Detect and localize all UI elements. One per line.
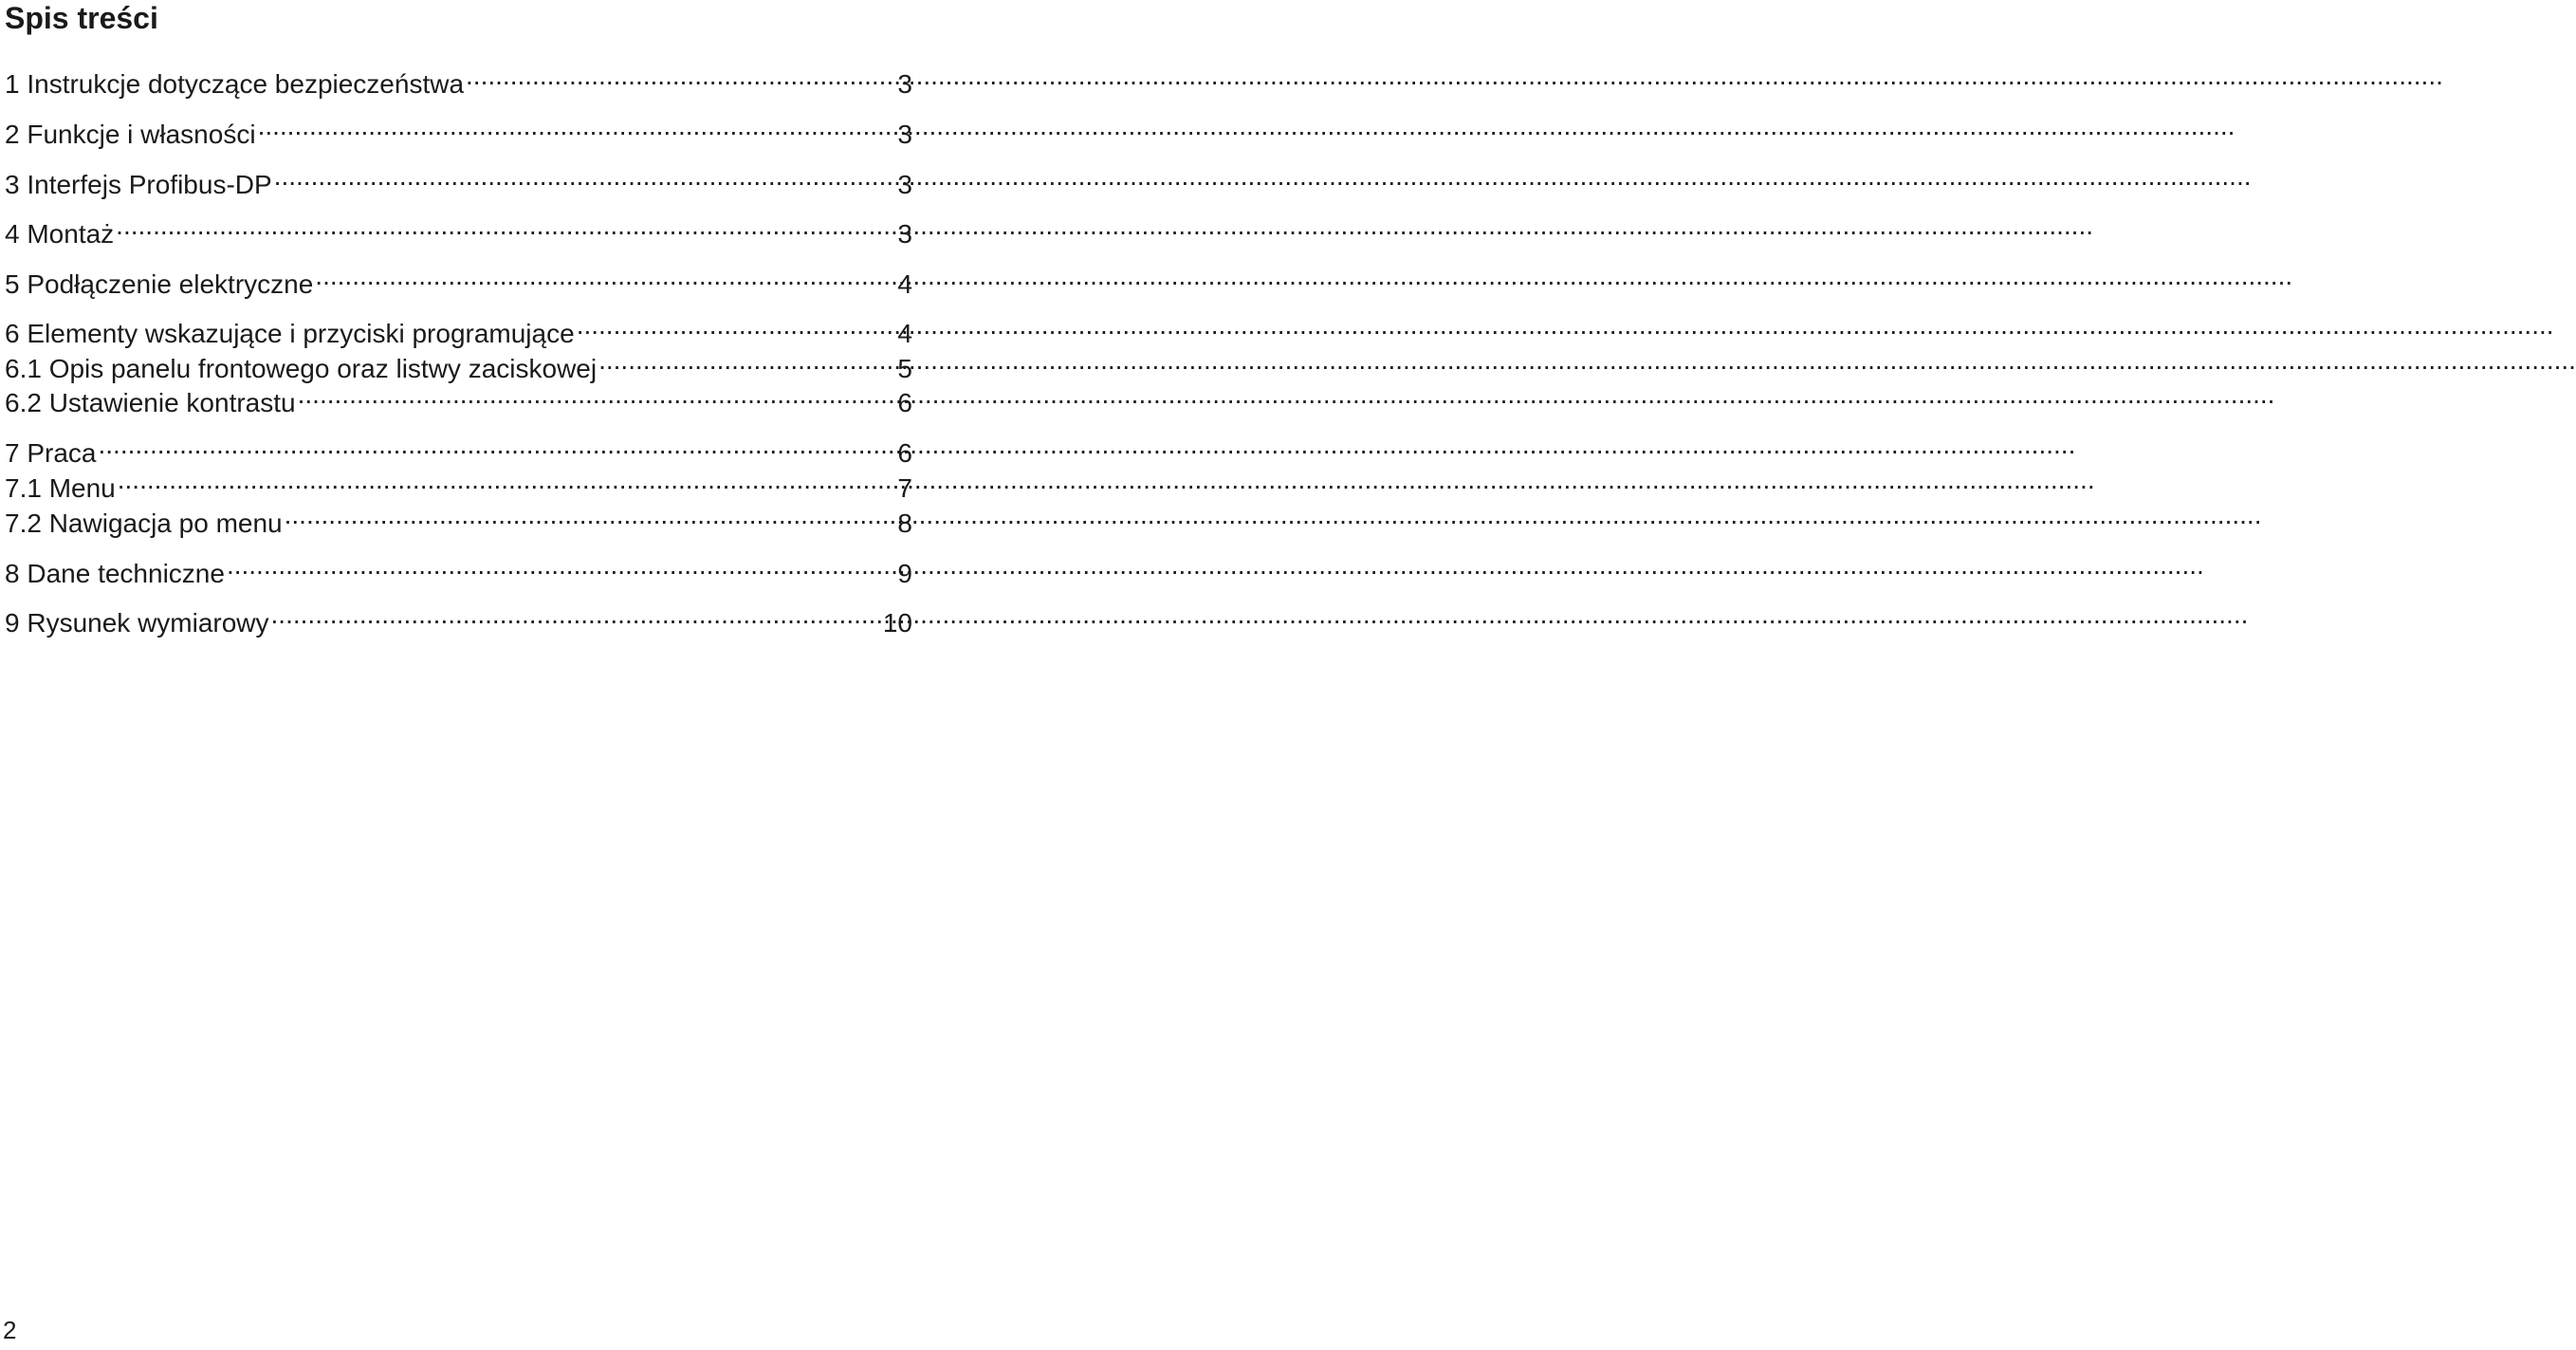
toc-entry-label: 6.2 Ustawienie kontrastu: [5, 388, 296, 417]
toc-entry-label: 7 Praca: [5, 438, 97, 468]
toc-entry[interactable]: [5, 308, 912, 348]
toc-entry-page: 5: [897, 354, 912, 383]
toc-entry[interactable]: [5, 548, 912, 588]
toc-leader-dots: [118, 463, 894, 497]
toc-entry-page: 6: [897, 438, 912, 468]
toc-entry[interactable]: [5, 259, 912, 299]
toc-entry-page: 10: [882, 608, 912, 638]
toc-leader-dots: [298, 378, 894, 412]
toc-leader-dots: [285, 498, 894, 532]
toc-entry[interactable]: [5, 463, 912, 503]
toc-leader-dots: [315, 259, 893, 293]
toc-entry-label: 7.2 Nawigacja po menu: [5, 509, 283, 538]
toc-entry-label: 9 Rysunek wymiarowy: [5, 608, 269, 638]
toc-entry-page: 3: [897, 120, 912, 149]
toc-leader-dots: [598, 343, 893, 378]
toc-entry-label: 6 Elementy wskazujące i przyciski programujące: [5, 319, 575, 348]
toc-entry[interactable]: [5, 428, 912, 468]
toc-entry-label: 1 Instrukcje dotyczące bezpieczeństwa: [5, 69, 465, 99]
toc-entry-page: 8: [897, 509, 912, 538]
toc-entry-page: 9: [897, 559, 912, 588]
toc-entry-label: 6.1 Opis panelu frontowego oraz listwy zaciskowej: [5, 354, 598, 383]
toc-entry-page: 4: [897, 319, 912, 348]
toc-leader-dots: [271, 598, 879, 632]
toc-entry-page: 6: [897, 388, 912, 417]
toc-entry-label: 7.1 Menu: [5, 473, 116, 503]
toc-entry-label: 3 Interfejs Profibus-DP: [5, 170, 272, 199]
toc-leader-dots: [577, 308, 894, 342]
toc-entry[interactable]: [5, 598, 912, 638]
toc-entry[interactable]: [5, 109, 912, 149]
toc-entry-page: 3: [897, 69, 912, 99]
toc-entry[interactable]: [5, 343, 912, 383]
toc-entry[interactable]: [5, 209, 912, 249]
toc-leader-dots: [258, 109, 894, 143]
toc-entry-page: 7: [897, 473, 912, 503]
toc-leader-dots: [227, 548, 893, 583]
toc-entry-label: 4 Montaż: [5, 219, 115, 249]
toc-leader-dots: [116, 209, 893, 243]
toc-entry[interactable]: [5, 498, 912, 538]
page-title: Spis treści: [5, 1, 158, 35]
toc-entry-page: 4: [897, 269, 912, 299]
toc-entry-label: 8 Dane techniczne: [5, 559, 225, 588]
toc-entry-page: 3: [897, 219, 912, 249]
toc-entry-label: 2 Funkcje i własności: [5, 120, 256, 149]
toc-entry[interactable]: [5, 59, 912, 99]
toc-leader-dots: [466, 59, 893, 93]
toc-leader-dots: [274, 159, 894, 194]
toc-leader-dots: [99, 428, 894, 462]
toc-entry[interactable]: [5, 159, 912, 199]
toc-entry[interactable]: [5, 378, 912, 417]
page-number: 2: [3, 1316, 17, 1344]
toc-entry-label: 5 Podłączenie elektryczne: [5, 269, 314, 299]
toc-entry-page: 3: [897, 170, 912, 199]
